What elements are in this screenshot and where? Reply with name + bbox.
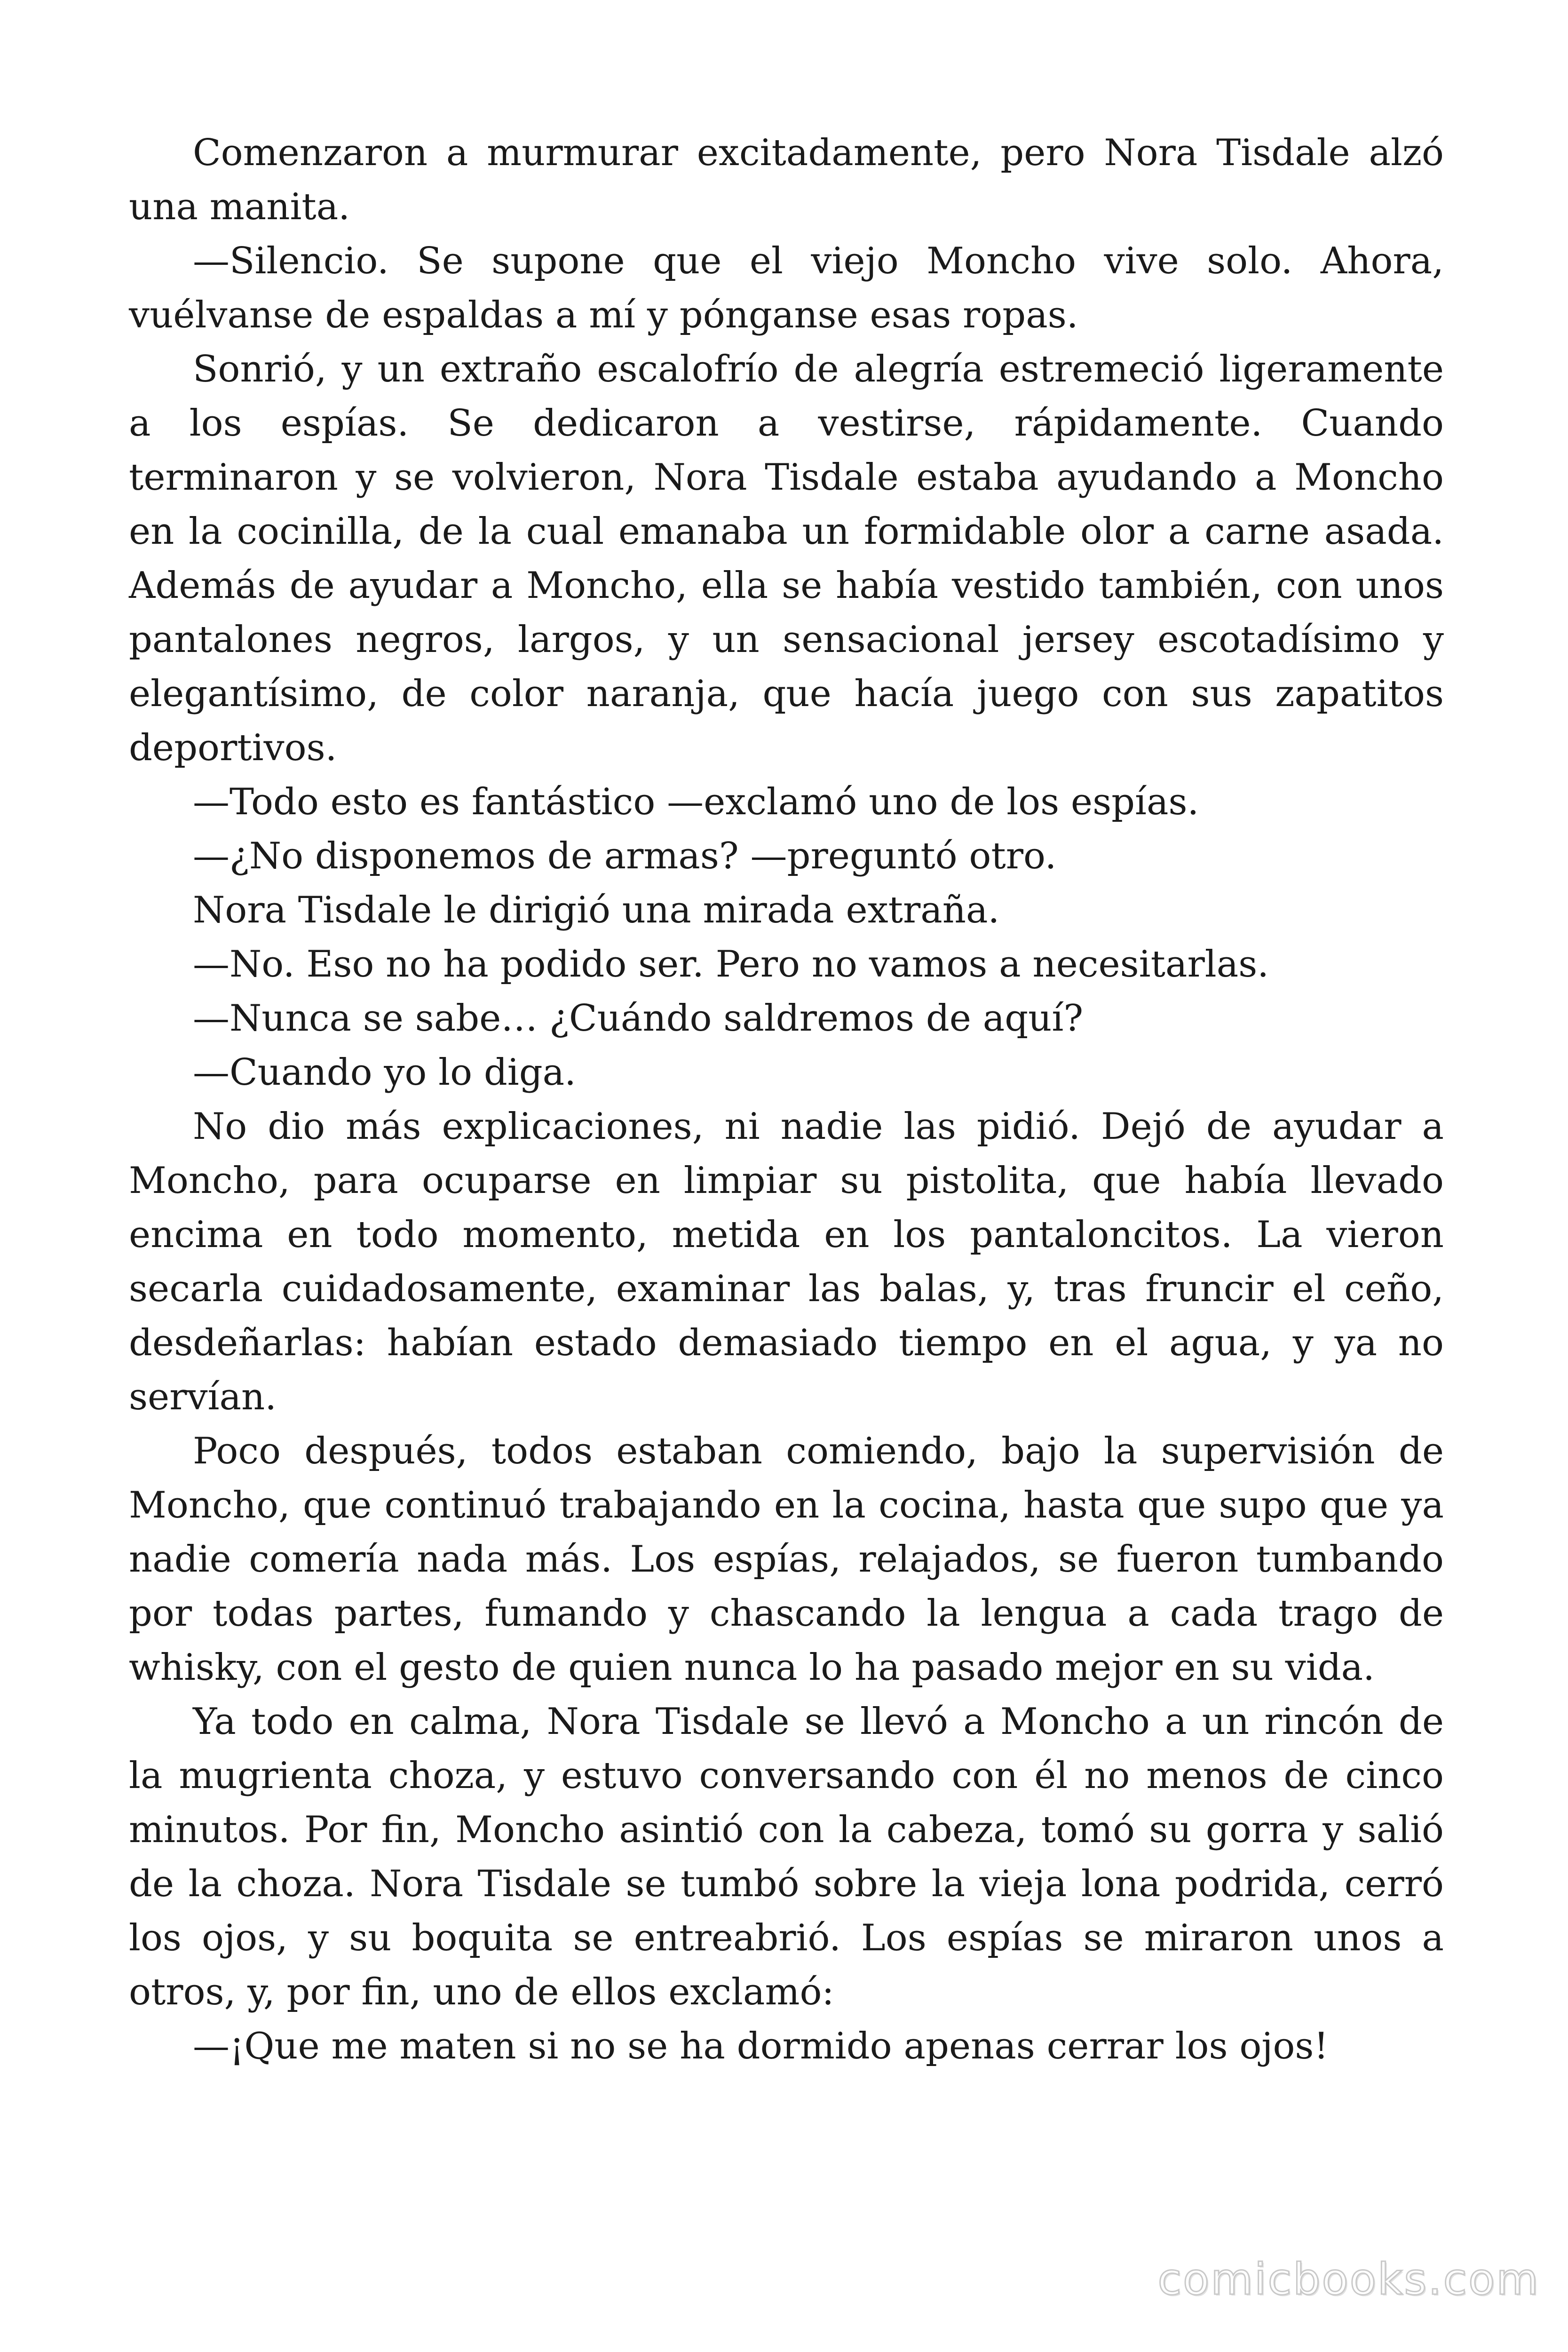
paragraph: Comenzaron a murmurar excitadamente, pero Nora Tisdale alzó una manita. [129,132,1444,228]
paragraph: Nora Tisdale le dirigió una mirada extraña. [193,889,1000,931]
paragraph: —Nunca se sabe… ¿Cuándo saldremos de aquí? [193,997,1084,1040]
paragraph: —No. Eso no ha podido ser. Pero no vamos a necesitarlas. [193,943,1269,985]
paragraph: —Cuando yo lo diga. [193,1051,576,1094]
body-text [129,126,1444,2074]
paragraph: No dio más explicaciones, ni nadie las pidió. Dejó de ayudar a Moncho, para ocuparse en limpiar su pistolita, que había llevado encima en todo momento, metida en los pantaloncitos. La vieron secarla cuidadosamente, examinar las balas, y, tras fruncir el ceño, desdeñarlas: habían estado demasiado tiempo en el agua, y ya no servían. [129,1105,1444,1418]
paragraph: —¡Que me maten si no se ha dormido apenas cerrar los ojos! [193,2025,1329,2067]
paragraph: Poco después, todos estaban comiendo, bajo la supervisión de Moncho, que continuó trabajando en la cocina, hasta que supo que ya nadie comería nada más. Los espías, relajados, se fueron tumbando por todas partes, fumando y chascando la lengua a cada trago de whisky, con el gesto de quien nunca lo ha pasado mejor en su vida. [129,1430,1444,1689]
paragraph: Sonrió, y un extraño escalofrío de alegría estremeció ligeramente a los espías. Se dedicaron a vestirse, rápidamente. Cuando terminaron y se volvieron, Nora Tisdale estaba ayudando a Moncho en la cocinilla, de la cual emanaba un formidable olor a carne asada. Además de ayudar a Moncho, ella se había vestido también, con unos pantalones negros, largos, y un sensacional jersey escotadísimo y elegantísimo, de color naranja, que hacía juego con sus zapatitos deportivos. [129,348,1444,769]
paragraph: —Silencio. Se supone que el viejo Moncho vive solo. Ahora, vuélvanse de espaldas a mí y pónganse esas ropas. [129,240,1444,336]
watermark: comicbooks.com [1157,2254,1540,2304]
paragraph: Ya todo en calma, Nora Tisdale se llevó a Moncho a un rincón de la mugrienta choza, y estuvo conversando con él no menos de cinco minutos. Por fin, Moncho asintió con la cabeza, tomó su gorra y salió de la choza. Nora Tisdale se tumbó sobre la vieja lona podrida, cerró los ojos, y su boquita se entreabrió. Los espías se miraron unos a otros, y, por fin, uno de ellos exclamó: [129,1700,1444,2013]
paragraph: —Todo esto es fantástico —exclamó uno de los espías. [193,781,1199,823]
paragraph: —¿No disponemos de armas? —preguntó otro. [193,835,1057,877]
